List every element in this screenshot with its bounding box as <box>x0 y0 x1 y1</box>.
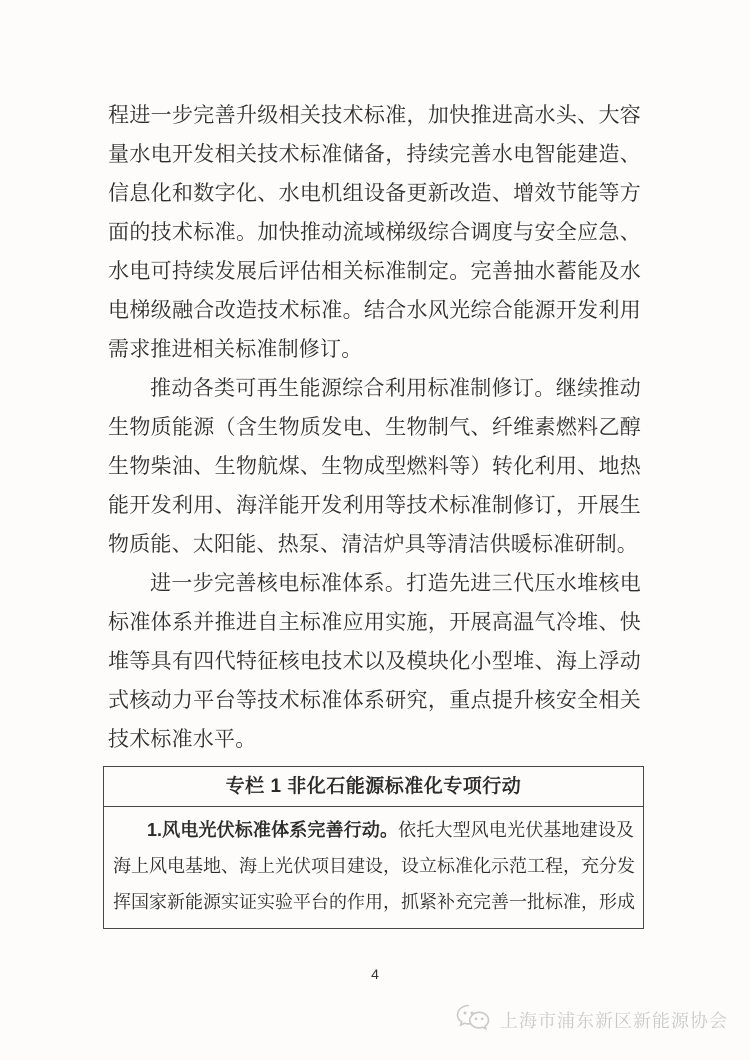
box-line: 挥国家新能源实证实验平台的作用，抓紧补充完善一批标准，形成 <box>113 892 635 912</box>
page-number: 4 <box>371 966 379 982</box>
box-item-text: 依托大型风电光伏基地建设及 <box>398 820 634 840</box>
paragraph-line: 电梯级融合改造技术标准。结合水风光综合能源开发利用 <box>108 299 641 322</box>
box-item-label: 1.风电光伏标准体系完善行动。 <box>147 820 399 840</box>
paragraph-line: 面的技术标准。加快推动流域梯级综合调度与安全应急、 <box>108 221 641 244</box>
feature-box-body <box>104 807 643 928</box>
wechat-icon <box>455 1003 493 1037</box>
paragraph-line: 标准体系并推进自主标准应用实施，开展高温气冷堆、快 <box>108 611 641 634</box>
paragraph-line: 程进一步完善升级相关技术标准，加快推进高水头、大容 <box>108 104 641 127</box>
paragraph-line: 物质能、太阳能、热泵、清洁炉具等清洁供暖标准研制。 <box>108 533 638 556</box>
paragraph-line: 式核动力平台等技术标准体系研究，重点提升核安全相关 <box>108 689 641 712</box>
paragraph-line: 生物柴油、生物航煤、生物成型燃料等）转化利用、地热 <box>108 455 641 478</box>
paragraph-line: 需求推进相关标准制修订。 <box>108 338 363 361</box>
paragraph-line: 信息化和数字化、水电机组设备更新改造、增效节能等方 <box>108 182 641 205</box>
paragraph-line: 堆等具有四代特征核电技术以及模块化小型堆、海上浮动 <box>108 650 641 673</box>
watermark <box>455 1003 728 1037</box>
feature-box-title: 专栏 1 非化石能源标准化专项行动 <box>104 767 643 807</box>
box-line <box>113 812 634 848</box>
box-line: 海上风电基地、海上光伏项目建设，设立标准化示范工程，充分发 <box>113 856 635 876</box>
feature-box-column1 <box>103 766 644 929</box>
paragraph-line: 量水电开发相关技术标准储备，持续完善水电智能建造、 <box>108 143 641 166</box>
paragraph-line: 生物质能源（含生物质发电、生物制气、纤维素燃料乙醇 <box>108 416 641 439</box>
paragraph-line: 技术标准水平。 <box>108 728 257 751</box>
paragraph-line: 推动各类可再生能源综合利用标准制修订。继续推动 <box>150 377 641 400</box>
paragraph-line: 水电可持续发展后评估相关标准制定。完善抽水蓄能及水 <box>108 260 641 283</box>
paragraph-line: 能开发利用、海洋能开发利用等技术标准制修订，开展生 <box>108 494 641 517</box>
body-text <box>108 96 641 759</box>
paragraph-line: 进一步完善核电标准体系。打造先进三代压水堆核电 <box>150 572 641 595</box>
watermark-text: 上海市浦东新区新能源协会 <box>500 1011 728 1031</box>
